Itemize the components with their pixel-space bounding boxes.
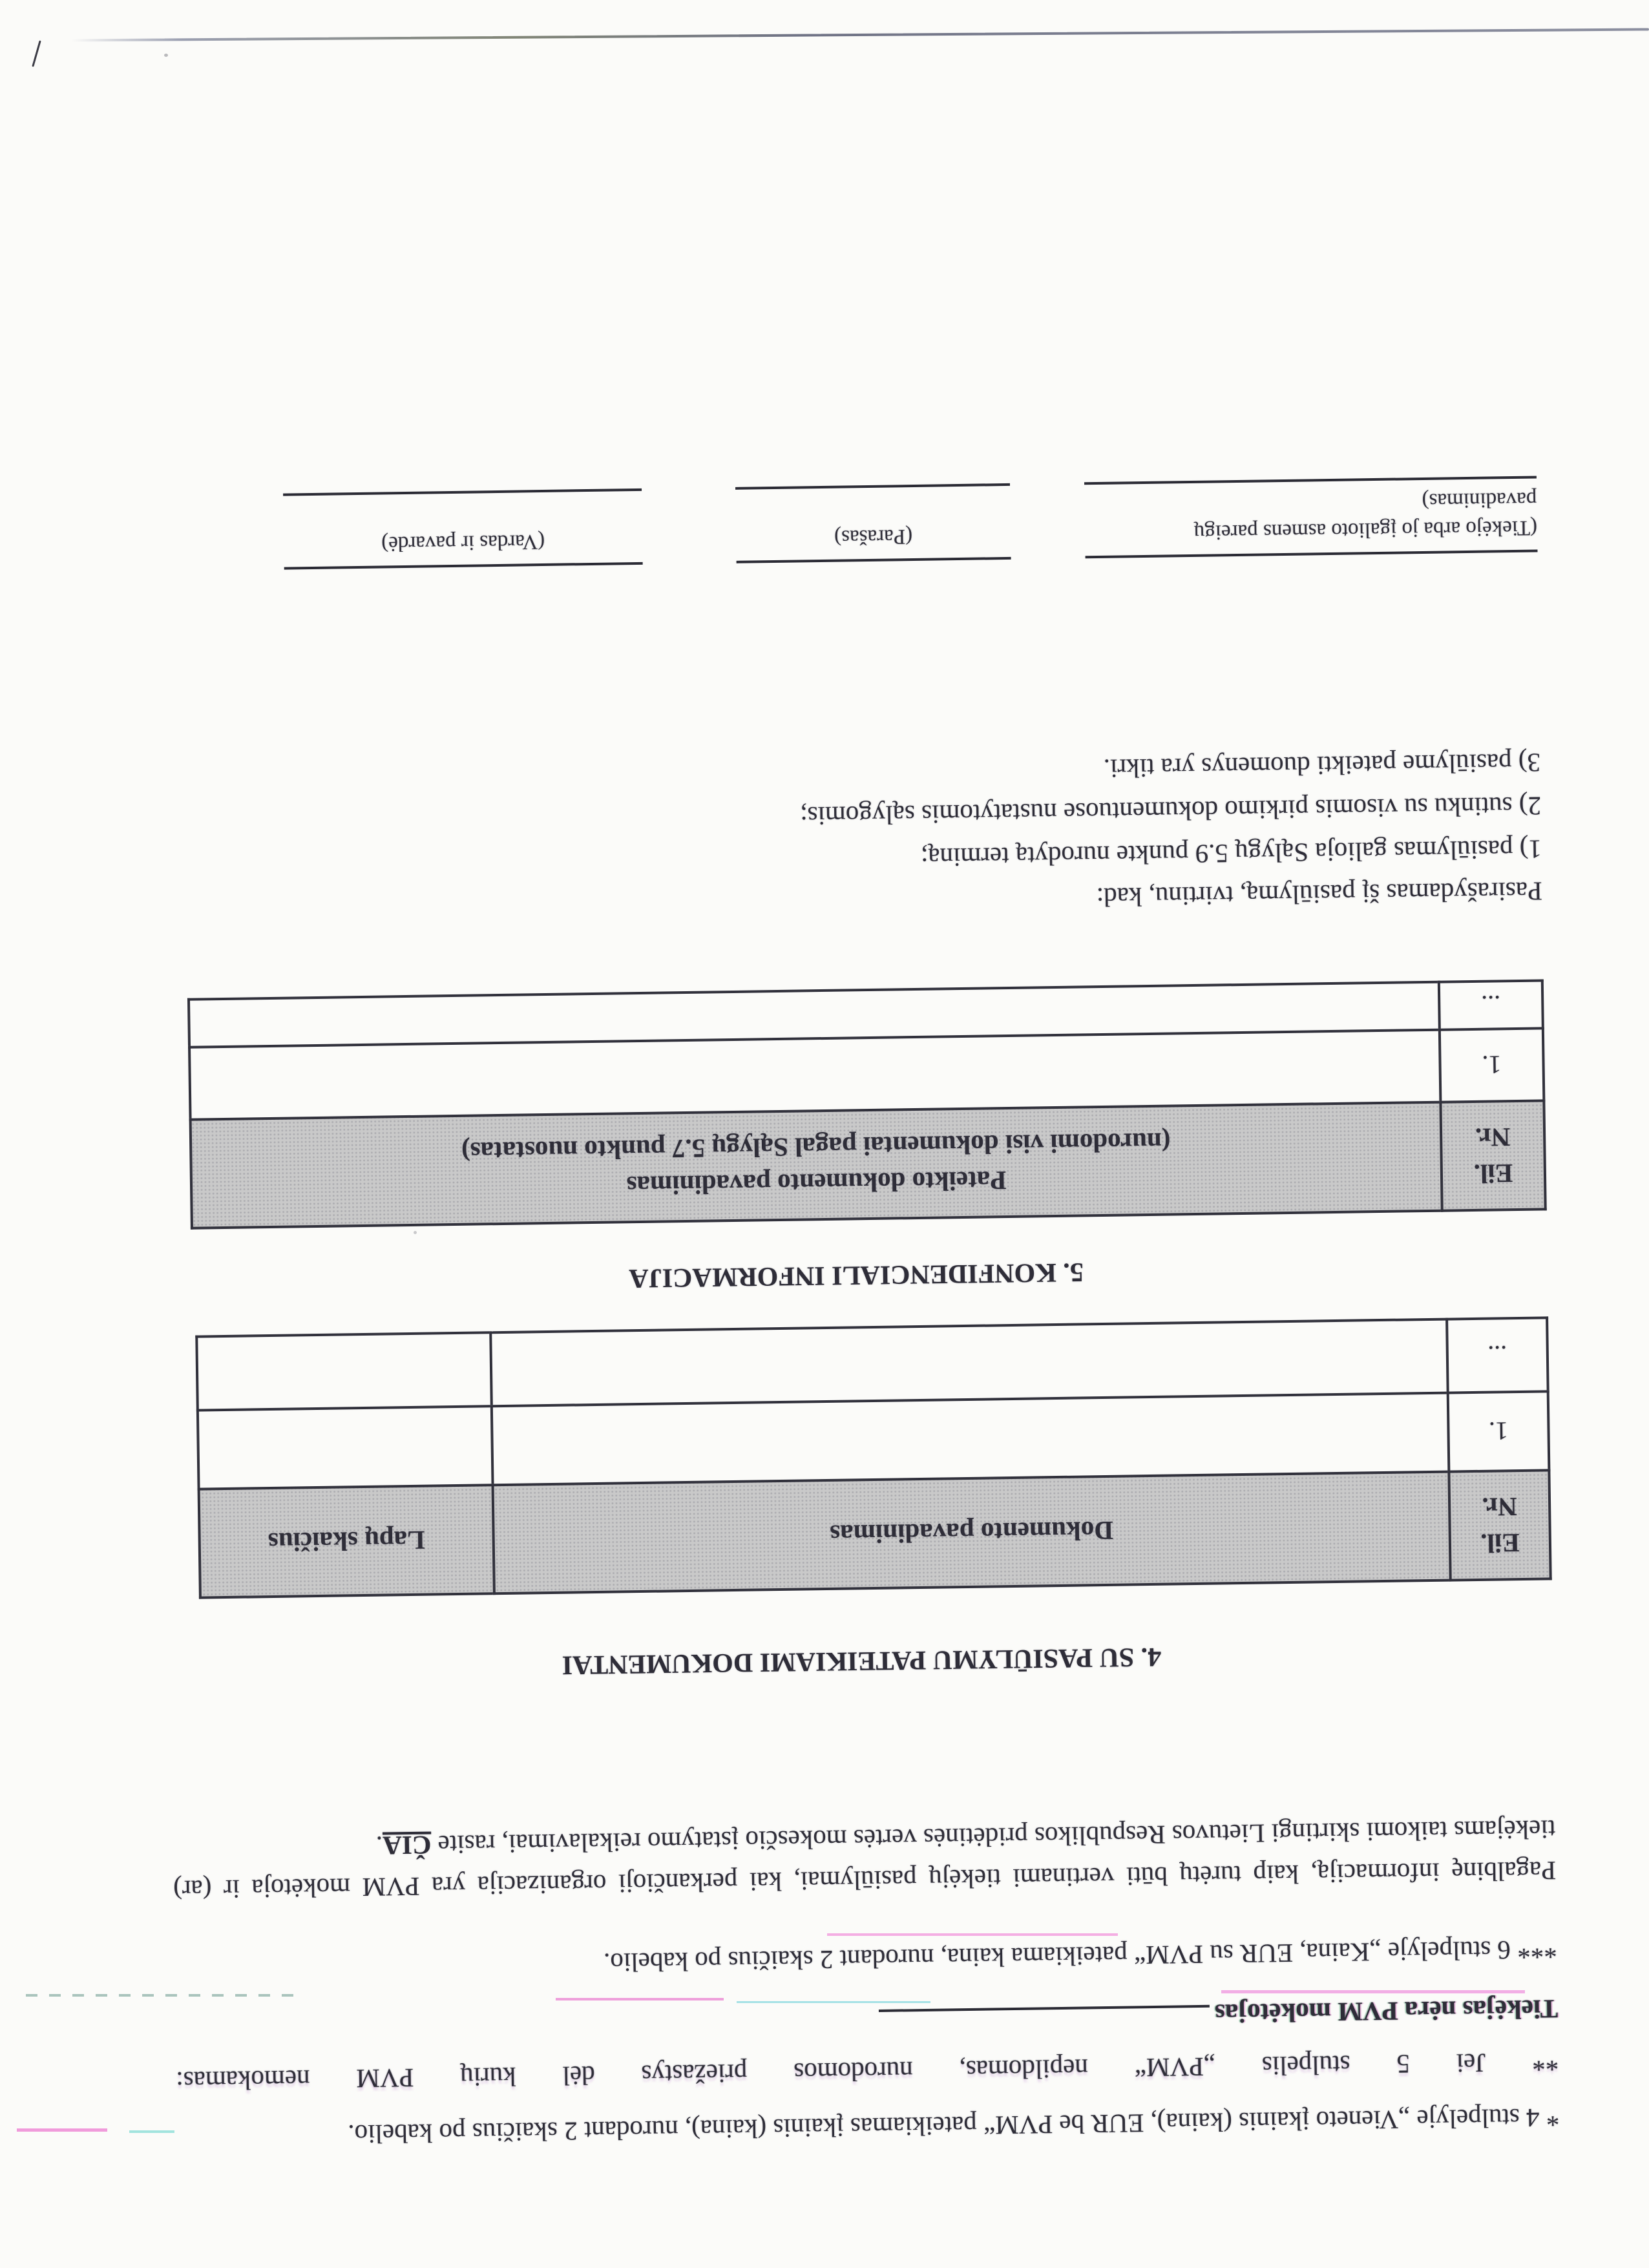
confidential-row2-nr: ... [1439, 980, 1543, 1029]
scan-speck [164, 54, 168, 57]
color-streak-artifact [737, 2001, 930, 2003]
color-streak-artifact [1221, 1990, 1525, 1993]
documents-row2-name [490, 1319, 1447, 1407]
vat-payer-line [175, 1988, 1559, 2049]
color-streak-artifact [26, 1994, 297, 1997]
documents-row1-pages [198, 1406, 493, 1489]
confirmation-intro: Pasirašydamas šį pasiūlymą, tvirtinu, kad: [1096, 876, 1543, 913]
signature-caption-title [1084, 485, 1537, 549]
documents-row1-nr: 1. [1448, 1391, 1549, 1471]
signature-caption-title-line2: pavadinimas) [1422, 487, 1537, 512]
confidential-table-header [191, 1100, 1546, 1228]
header-nr: Nr. [1475, 1122, 1511, 1153]
help-text: Pagalbinę informaciją, kaip turėtų būti vertinami tiekėjų pasiūlymai, kai perkančioji organizacija yra PVM mokėtoja ir (ar) tiekėjams taikomi skirtingi Lietuvos Respublikos pridėtinės vertės mokesčio įstatymo reikalavimai, rasite [173, 1814, 1557, 1906]
confirmation-item-2: 2) sutinku su visomis pirkimo dokumentuose nustatytomis sąlygomis; [799, 791, 1542, 832]
section5-heading: 5. KONFIDENCIALI INFORMACIJA [629, 1257, 1084, 1294]
documents-col-pages: Lapų skaičius [199, 1485, 494, 1597]
documents-table [195, 1316, 1551, 1599]
confirmation-item-1: 1) pasiūlymas galioja Sąlygų 5.9 punkte nurodytą terminą; [920, 834, 1542, 873]
signature-caption-signature: (Parašas) [834, 525, 913, 549]
signature-block [277, 474, 1538, 570]
documents-row1-name [492, 1393, 1449, 1486]
confidential-table [187, 979, 1547, 1229]
footnote-unit-price: * 4 stulpelyje „Vieneto įkainis (kaina), EUR be PVM“ pateikiamas įkainis (kaina), nurodant 2 skaičius po kabelio. [348, 2103, 1560, 2150]
documents-col-name: Dokumento pavadinimas [493, 1472, 1451, 1594]
color-streak-artifact [556, 1998, 724, 2000]
color-streak-artifact [129, 2130, 174, 2133]
documents-row2-pages [196, 1332, 492, 1410]
confidential-col-eil-nr [1440, 1100, 1545, 1210]
confirmation-item-3: 3) pasiūlyme pateikti duomenys yra tikri. [1103, 748, 1541, 784]
header-eil: Eil. [1473, 1159, 1513, 1189]
signature-caption-name: (Vardas ir pavardė) [381, 529, 545, 556]
confidential-col-name-line2: (nurodomi visi dokumentai pagal Sąlygų 5.7 punkto nuostatas) [461, 1127, 1171, 1167]
documents-table-header [199, 1470, 1551, 1597]
vat-payer-blank-line [879, 2005, 1210, 2016]
scan-speck [414, 1231, 417, 1234]
documents-col-eil-nr [1449, 1470, 1550, 1580]
vat-payer-label: Tiekėjas nėra PVM mokėtojas [1214, 1994, 1559, 2029]
color-streak-artifact [827, 1933, 1118, 1936]
signature-line-signature-2 [735, 481, 1010, 490]
confidential-row1-nr: 1. [1440, 1028, 1544, 1102]
confidential-col-name [191, 1102, 1442, 1228]
footnote-vat-empty: ** Jei 5 stulpelis „PVM“ nepildomas, nurodomos priežastys dėl kurių PVM nemokamas: [176, 2047, 1559, 2097]
signature-line-name-2 [283, 486, 642, 496]
document-content [154, 474, 1560, 2158]
cia-link: ČIA [382, 1830, 432, 1861]
header-eil: Eil. [1480, 1528, 1520, 1559]
section4-heading: 4. SU PASIŪLYMU PATEIKIAMI DOKUMENTAI [562, 1641, 1162, 1680]
header-nr: Nr. [1482, 1492, 1518, 1522]
help-suffix: . [375, 1831, 383, 1861]
signature-line-title-2 [1084, 474, 1537, 485]
confidential-col-name-line1: Pateikto dokumento pavadinimas [626, 1166, 1007, 1201]
footnote-price-with-vat: *** 6 stulpelyje „Kaina, EUR su PVM“ pateikiama kaina, nurodant 2 skaičius po kabelio. [603, 1935, 1558, 1978]
confirmation-items [158, 740, 1542, 890]
signature-caption-title-line1: (Tiekėjo arba jo įgalioto asmens pareigų [1193, 516, 1538, 544]
color-streak-artifact [17, 2128, 107, 2132]
documents-row2-nr: ... [1447, 1318, 1548, 1392]
help-paragraph [173, 1809, 1557, 1911]
